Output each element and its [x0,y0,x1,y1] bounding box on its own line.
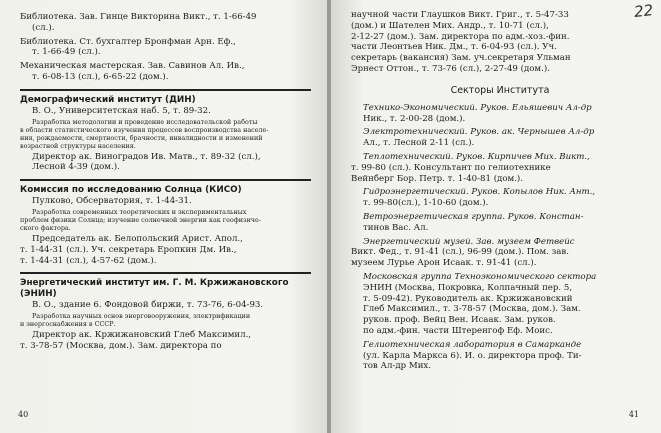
section-description [20,118,311,150]
staff-line: Директор ак. Кржижановский Глеб Максимил., [32,330,252,341]
sector-line: Гелиотехническая лаборатория в Самарканде [363,339,582,350]
sector-entry [351,272,649,337]
text-line: части Леонтьев Ник. Дм., т. 6-04-93 (сл.). Уч. [351,42,557,53]
sector-entry [351,187,649,209]
section-address: В. О., здание 6. Фондовой биржи, т. 73-76, 6-04-93. [32,300,264,311]
sector-line: Электротехнический. Руков. ак. Чернышев Ал-др [363,127,595,138]
section-divider [20,272,311,274]
section-description [20,208,311,232]
sector-line: т. 99-80(сл.), 1-10-60 (дом.). [363,198,489,209]
sector-line: тов Ал-др Мих. [363,361,431,372]
sector-entry [351,340,649,372]
sectors-title: Секторы Института [450,84,550,96]
section-heading: Энергетический институт им. Г. М. Кржижановского [20,278,289,289]
entry-library-head [20,12,311,34]
sector-line: Ник., т. 2-00-28 (дом.). [363,113,466,124]
sector-line: Глеб Максимил., т. 3-78-57 (Москва, дом.). Зам. [363,304,581,315]
section-address: Пулково, Обсерватория, т. 1-44-31. [32,196,192,207]
entry-workshop [20,61,311,83]
sector-line: по адм.-фин. части Штеренгоф Еф. Моис. [363,325,553,336]
section-heading-cont: (ЭНИН) [20,289,57,300]
section-divider [20,89,311,91]
text-line: секретарь (вакансия) Зам. уч.секретаря Ульман [351,53,571,64]
sector-line: Энергетический музей. Зав. музеем Фетвейс [363,236,575,247]
staff-line: т. 1-44-31 (сл.), 4-57-62 (дом.). [20,255,157,266]
sector-line: руков. проф. Вейц Вен. Исаак. Зам. руков. [363,315,556,326]
sector-entry [351,237,649,269]
description-line: проблем физики Солнца; изучение солнечной энергии как геофизиче- [20,215,261,224]
sector-line: т. 99-80 (сл.). Консультант по гелиотехнике [351,162,551,173]
continuation-text [351,10,649,75]
staff-line: Председатель ак. Белопольский Арист. Апол., [32,233,243,244]
section-description [20,312,311,328]
description-line: Разработка современных теоретических и экспериментальных [32,207,247,216]
entry-library-accountant [20,37,311,59]
description-line: Разработка научных основ энерговооружения, электрификации [32,312,251,321]
sector-line: (ул. Карла Маркса 6). И. о. директора проф. Ти- [363,350,582,361]
sector-line: тинов Вас. Ал. [363,222,429,233]
sector-line: Гидроэнергетический. Руков. Копылов Ник. Ант., [363,187,596,198]
section-heading: Демографический институт (ДИН) [20,94,196,105]
entry-line: (сл.). [32,22,55,33]
entry-line: т. 1-66-49 (сл.). [32,47,101,58]
handwritten-page-mark: 22 [633,1,654,21]
sector-line: Викт. Фед., т. 91-41 (сл.), 96-99 (дом.). Пом. зав. [351,247,569,258]
text-line: научной части Глаушков Викт. Григ., т. 5-47-33 [351,10,569,20]
entry-line: Механическая мастерская. Зав. Савинов Ал. Ив., [20,61,245,72]
text-line: Эрнест Оттон., т. 73-76 (сл.), 2-27-49 (дом.). [351,63,550,74]
description-line: и энергоснабжения в СССР. [20,320,116,329]
section-address: В. О., Университетская наб. 5, т. 89-32. [32,105,211,116]
section-divider [20,179,311,181]
staff-line: т. 1-44-31 (сл.). Уч. секретарь Еропкин Дм. Ив., [20,244,237,255]
page-number: 41 [628,410,639,419]
entry-line: т. 6-08-13 (сл.), 6-65-22 (дом.). [32,71,169,82]
entry-line: Библиотека. Зав. Гинце Викторина Викт., т. 1-66-49 [20,12,257,22]
sector-line: Теплотехнический. Руков. Кирпичев Мих. Викт., [363,151,590,162]
text-line: 2-12-27 (дом.). Зам. директора по адм.-хоз.-фин. [351,31,570,42]
sector-line: музеем Лурье Арон Исаак. т. 91-41 (сл.). [351,258,537,269]
sector-line: Технико-Экономический. Руков. Ельяшевич Ал-др [363,102,592,113]
sectors-list [351,103,649,372]
section-demographic [20,95,311,173]
sector-line: Ал., т. Лесной 2-11 (сл.). [363,138,475,149]
entry-line: Библиотека. Ст. бухгалтер Бронфман Арн. Еф., [20,36,236,47]
description-line: возрастной структуры населения. [20,141,136,150]
section-energy-institute [20,278,311,351]
description-line: в области статистического изучения процессов воспроизводства населе- [20,125,269,134]
sector-entry [351,103,649,125]
staff-line: Лесной 4-39 (дом.). [32,162,120,173]
sector-entry [351,127,649,149]
sector-entry [351,212,649,234]
description-line: ния, рождаемости, смертности, брачности, инвалидности и изменений [20,133,263,142]
description-line: ского фактора. [20,223,71,232]
sector-line: Ветроэнергетическая группа. Руков. Констан- [363,211,584,222]
top-entries [20,12,311,83]
right-page [331,0,661,433]
page-number: 40 [18,410,29,419]
section-heading: Комиссия по исследованию Солнца (КИСО) [20,185,242,196]
staff-line: Директор ак. Виноградов Ив. Матв., т. 89-32 (сл.), [32,151,261,162]
left-page [0,0,327,433]
text-line: (дом.) и Шателен Мих. Андр., т. 10-71 (сл.), [351,20,549,31]
section-sun-commission [20,185,311,266]
sector-line: т. 5-09-42). Руководитель ак. Кржижановский [363,293,573,304]
sector-line: Вейнберг Бор. Петр. т. 1-40-81 (дом.). [351,173,524,184]
sector-line: ЭНИН (Москва, Покровка, Колпачный пер. 5, [363,282,573,293]
staff-line: т. 3-78-57 (Москва, дом.). Зам. директора по [20,340,222,351]
sector-line: Московская группа Техноэкономического сектора [363,271,597,282]
description-line: Разработка методологии и проведение исследовательской работы [32,117,258,126]
sector-entry [351,152,649,184]
